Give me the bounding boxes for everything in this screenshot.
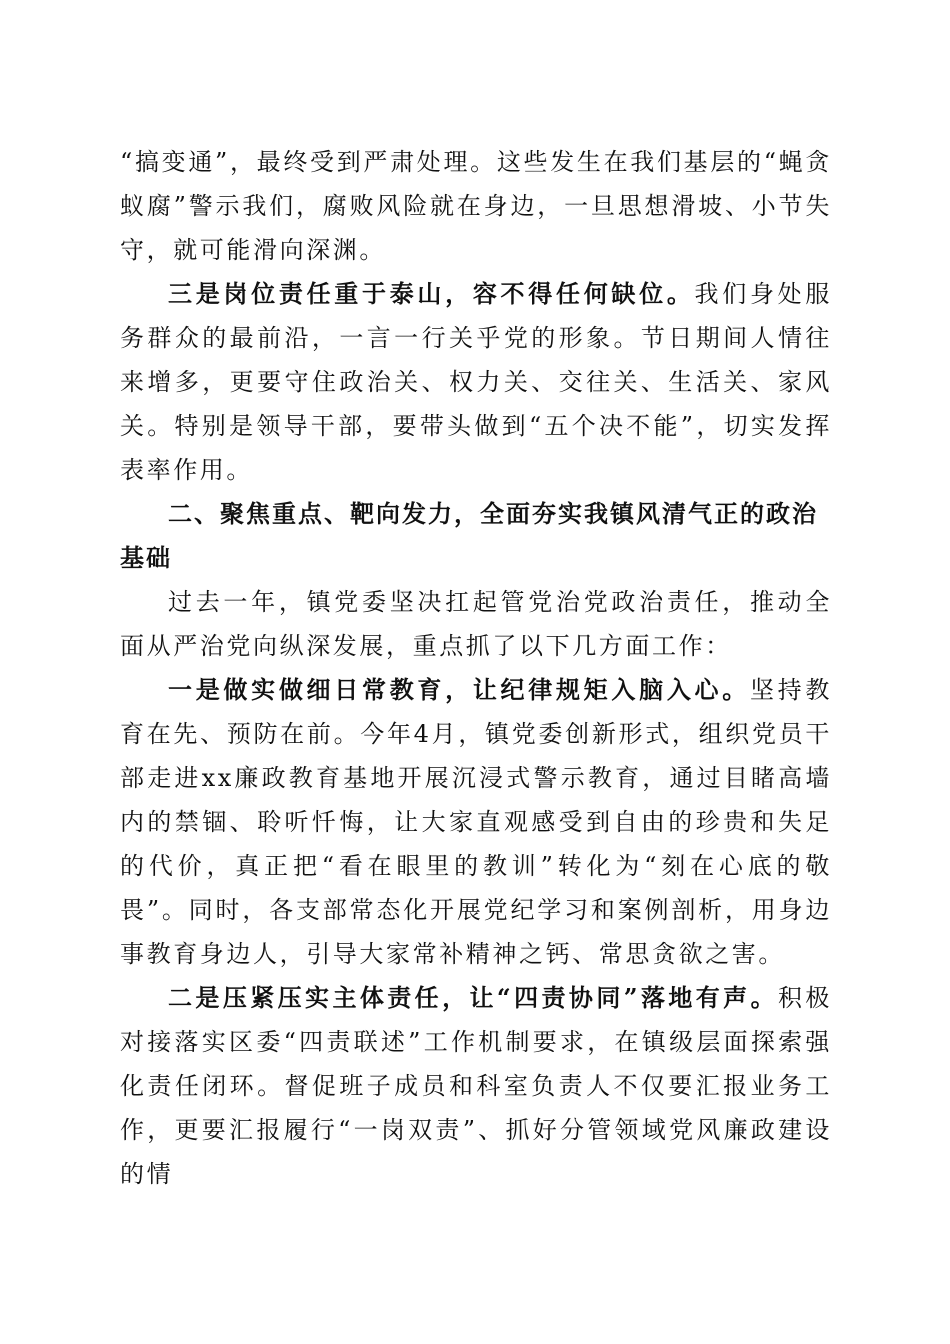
- paragraph-point-one: [120, 668, 832, 976]
- paragraph-text: 坚持教育在先、预防在前。今年4月，镇党委创新形式，组织党员干部走进xx廉政教育基地开展沉浸式警示教育，通过目睹高墙内的禁锢、聆听忏悔，让大家直观感受到自由的珍贵和失足的代价，真正把“看在眼里的教训”转化为“刻在心底的敬畏”。同时，各支部常态化开展党纪学习和案例剖析，用身边事教育身边人，引导大家常补精神之钙、常思贪欲之害。: [120, 676, 832, 968]
- paragraph-lead: 二是压紧压实主体责任，让“四责协同”落地有声。: [168, 983, 778, 1012]
- document-body: [120, 140, 832, 1196]
- paragraph-point-three: [120, 272, 832, 492]
- paragraph-text: 过去一年，镇党委坚决扛起管党治党政治责任，推动全面从严治党向纵深发展，重点抓了以下几方面工作：: [120, 588, 832, 660]
- paragraph-text: “搞变通”，最终受到严肃处理。这些发生在我们基层的“蝇贪蚁腐”警示我们，腐败风险就在身边，一旦思想滑坡、小节失守，就可能滑向深渊。: [120, 148, 832, 264]
- paragraph-point-two: [120, 976, 832, 1196]
- section-heading: 二、聚焦重点、靶向发力，全面夯实我镇风清气正的政治基础: [120, 500, 818, 572]
- paragraph-intro: [120, 580, 832, 668]
- paragraph-continuation: [120, 140, 832, 272]
- paragraph-text: 我们身处服务群众的最前沿，一言一行关乎党的形象。节日期间人情往来增多，更要守住政治关、权力关、交往关、生活关、家风关。特别是领导干部，要带头做到“五个决不能”，切实发挥表率作用。: [120, 280, 832, 484]
- paragraph-text: 积极对接落实区委“四责联述”工作机制要求，在镇级层面探索强化责任闭环。督促班子成员和科室负责人不仅要汇报业务工作，更要汇报履行“一岗双责”、抓好分管领域党风廉政建设的情: [120, 984, 832, 1188]
- paragraph-lead: 三是岗位责任重于泰山，容不得任何缺位。: [168, 279, 695, 308]
- paragraph-lead: 一是做实做细日常教育，让纪律规矩入脑入心。: [168, 675, 750, 704]
